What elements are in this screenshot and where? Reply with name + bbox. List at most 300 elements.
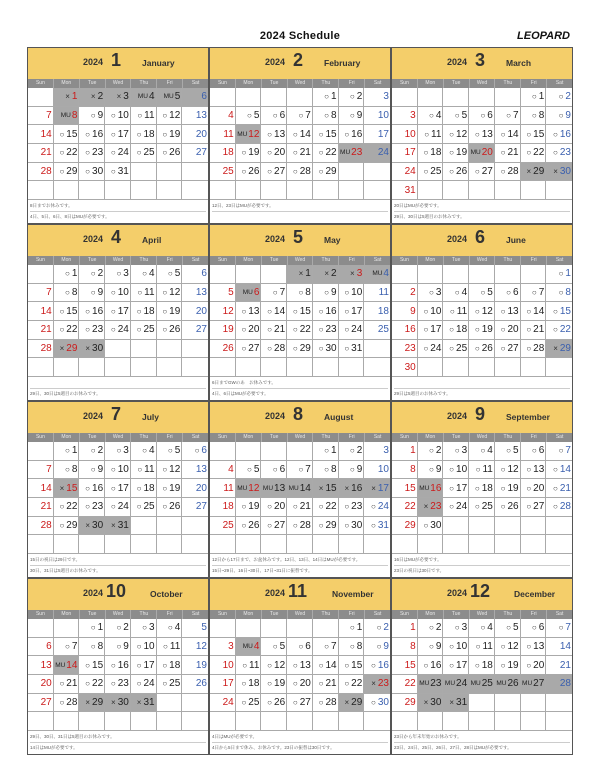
day-cell[interactable] <box>236 321 262 339</box>
day-cell[interactable] <box>236 638 262 656</box>
day-cell[interactable] <box>469 619 495 637</box>
day-cell[interactable] <box>54 461 80 479</box>
day-cell[interactable] <box>79 694 105 712</box>
day-cell[interactable] <box>131 302 157 320</box>
day-cell[interactable] <box>261 321 287 339</box>
day-cell[interactable] <box>313 694 339 712</box>
day-cell[interactable] <box>313 461 339 479</box>
day-cell[interactable] <box>418 479 444 497</box>
day-cell[interactable] <box>261 694 287 712</box>
day-cell[interactable] <box>236 107 262 125</box>
day-cell[interactable] <box>392 498 418 516</box>
day-cell[interactable] <box>79 517 105 535</box>
day-cell[interactable] <box>546 442 572 460</box>
day-cell[interactable] <box>210 675 236 693</box>
day-cell[interactable] <box>392 107 418 125</box>
day-cell[interactable] <box>236 675 262 693</box>
day-cell[interactable] <box>469 321 495 339</box>
day-cell[interactable] <box>546 638 572 656</box>
day-cell[interactable] <box>313 321 339 339</box>
day-cell[interactable] <box>236 656 262 674</box>
day-cell[interactable] <box>546 284 572 302</box>
day-cell[interactable] <box>418 694 444 712</box>
day-cell[interactable] <box>261 675 287 693</box>
day-cell[interactable] <box>546 144 572 162</box>
day-cell[interactable] <box>105 321 131 339</box>
day-cell[interactable] <box>54 88 80 106</box>
day-cell[interactable] <box>54 125 80 143</box>
day-cell[interactable] <box>261 517 287 535</box>
day-cell[interactable] <box>495 498 521 516</box>
day-cell[interactable] <box>495 302 521 320</box>
day-cell[interactable] <box>261 107 287 125</box>
day-cell[interactable] <box>287 517 313 535</box>
day-cell[interactable] <box>236 517 262 535</box>
day-cell[interactable] <box>339 638 365 656</box>
day-cell[interactable] <box>236 479 262 497</box>
day-cell[interactable] <box>418 656 444 674</box>
day-cell[interactable] <box>182 302 208 320</box>
day-cell[interactable] <box>28 517 54 535</box>
day-cell[interactable] <box>105 125 131 143</box>
day-cell[interactable] <box>28 125 54 143</box>
day-cell[interactable] <box>210 638 236 656</box>
day-cell[interactable] <box>157 442 183 460</box>
day-cell[interactable] <box>392 619 418 637</box>
day-cell[interactable] <box>443 321 469 339</box>
day-cell[interactable] <box>105 638 131 656</box>
day-cell[interactable] <box>339 675 365 693</box>
day-cell[interactable] <box>469 107 495 125</box>
day-cell[interactable] <box>364 675 390 693</box>
day-cell[interactable] <box>54 442 80 460</box>
day-cell[interactable] <box>131 479 157 497</box>
day-cell[interactable] <box>443 675 469 693</box>
day-cell[interactable] <box>546 479 572 497</box>
day-cell[interactable] <box>546 498 572 516</box>
day-cell[interactable] <box>495 675 521 693</box>
day-cell[interactable] <box>131 125 157 143</box>
day-cell[interactable] <box>157 144 183 162</box>
day-cell[interactable] <box>131 675 157 693</box>
day-cell[interactable] <box>79 461 105 479</box>
day-cell[interactable] <box>469 498 495 516</box>
day-cell[interactable] <box>418 321 444 339</box>
day-cell[interactable] <box>546 321 572 339</box>
day-cell[interactable] <box>339 461 365 479</box>
day-cell[interactable] <box>287 498 313 516</box>
day-cell[interactable] <box>546 656 572 674</box>
day-cell[interactable] <box>443 656 469 674</box>
day-cell[interactable] <box>443 442 469 460</box>
day-cell[interactable] <box>521 461 547 479</box>
day-cell[interactable] <box>443 144 469 162</box>
day-cell[interactable] <box>287 340 313 358</box>
day-cell[interactable] <box>182 638 208 656</box>
day-cell[interactable] <box>105 619 131 637</box>
day-cell[interactable] <box>313 498 339 516</box>
day-cell[interactable] <box>313 125 339 143</box>
day-cell[interactable] <box>364 517 390 535</box>
day-cell[interactable] <box>546 302 572 320</box>
day-cell[interactable] <box>443 479 469 497</box>
day-cell[interactable] <box>105 675 131 693</box>
day-cell[interactable] <box>54 517 80 535</box>
day-cell[interactable] <box>418 517 444 535</box>
day-cell[interactable] <box>364 107 390 125</box>
day-cell[interactable] <box>339 656 365 674</box>
day-cell[interactable] <box>79 163 105 181</box>
day-cell[interactable] <box>392 517 418 535</box>
day-cell[interactable] <box>392 163 418 181</box>
day-cell[interactable] <box>392 181 418 199</box>
day-cell[interactable] <box>287 265 313 283</box>
day-cell[interactable] <box>443 284 469 302</box>
day-cell[interactable] <box>287 302 313 320</box>
day-cell[interactable] <box>236 125 262 143</box>
day-cell[interactable] <box>469 125 495 143</box>
day-cell[interactable] <box>210 461 236 479</box>
day-cell[interactable] <box>313 265 339 283</box>
day-cell[interactable] <box>79 265 105 283</box>
day-cell[interactable] <box>210 694 236 712</box>
day-cell[interactable] <box>287 461 313 479</box>
day-cell[interactable] <box>495 442 521 460</box>
day-cell[interactable] <box>54 675 80 693</box>
day-cell[interactable] <box>469 656 495 674</box>
day-cell[interactable] <box>469 302 495 320</box>
day-cell[interactable] <box>79 107 105 125</box>
day-cell[interactable] <box>54 284 80 302</box>
day-cell[interactable] <box>339 340 365 358</box>
day-cell[interactable] <box>79 479 105 497</box>
day-cell[interactable] <box>392 321 418 339</box>
day-cell[interactable] <box>131 265 157 283</box>
day-cell[interactable] <box>521 479 547 497</box>
day-cell[interactable] <box>182 284 208 302</box>
day-cell[interactable] <box>236 694 262 712</box>
day-cell[interactable] <box>79 340 105 358</box>
day-cell[interactable] <box>418 638 444 656</box>
day-cell[interactable] <box>261 163 287 181</box>
day-cell[interactable] <box>105 479 131 497</box>
day-cell[interactable] <box>210 498 236 516</box>
day-cell[interactable] <box>28 321 54 339</box>
day-cell[interactable] <box>495 107 521 125</box>
day-cell[interactable] <box>443 461 469 479</box>
day-cell[interactable] <box>521 619 547 637</box>
day-cell[interactable] <box>418 675 444 693</box>
day-cell[interactable] <box>287 284 313 302</box>
day-cell[interactable] <box>418 340 444 358</box>
day-cell[interactable] <box>546 88 572 106</box>
day-cell[interactable] <box>131 694 157 712</box>
day-cell[interactable] <box>236 144 262 162</box>
day-cell[interactable] <box>339 442 365 460</box>
day-cell[interactable] <box>495 321 521 339</box>
day-cell[interactable] <box>287 638 313 656</box>
day-cell[interactable] <box>392 442 418 460</box>
day-cell[interactable] <box>210 656 236 674</box>
day-cell[interactable] <box>182 656 208 674</box>
day-cell[interactable] <box>546 125 572 143</box>
day-cell[interactable] <box>54 340 80 358</box>
day-cell[interactable] <box>339 619 365 637</box>
day-cell[interactable] <box>157 265 183 283</box>
day-cell[interactable] <box>546 107 572 125</box>
day-cell[interactable] <box>261 638 287 656</box>
day-cell[interactable] <box>313 656 339 674</box>
day-cell[interactable] <box>313 302 339 320</box>
day-cell[interactable] <box>392 144 418 162</box>
day-cell[interactable] <box>157 88 183 106</box>
day-cell[interactable] <box>182 442 208 460</box>
day-cell[interactable] <box>261 340 287 358</box>
day-cell[interactable] <box>210 340 236 358</box>
day-cell[interactable] <box>313 479 339 497</box>
day-cell[interactable] <box>521 125 547 143</box>
day-cell[interactable] <box>495 656 521 674</box>
day-cell[interactable] <box>210 125 236 143</box>
day-cell[interactable] <box>79 284 105 302</box>
day-cell[interactable] <box>443 619 469 637</box>
day-cell[interactable] <box>131 638 157 656</box>
day-cell[interactable] <box>79 619 105 637</box>
day-cell[interactable] <box>105 694 131 712</box>
day-cell[interactable] <box>392 284 418 302</box>
day-cell[interactable] <box>210 321 236 339</box>
day-cell[interactable] <box>182 461 208 479</box>
day-cell[interactable] <box>131 321 157 339</box>
day-cell[interactable] <box>287 321 313 339</box>
day-cell[interactable] <box>28 163 54 181</box>
day-cell[interactable] <box>54 656 80 674</box>
day-cell[interactable] <box>157 461 183 479</box>
day-cell[interactable] <box>105 461 131 479</box>
day-cell[interactable] <box>313 517 339 535</box>
day-cell[interactable] <box>364 302 390 320</box>
day-cell[interactable] <box>182 675 208 693</box>
day-cell[interactable] <box>495 461 521 479</box>
day-cell[interactable] <box>418 163 444 181</box>
day-cell[interactable] <box>313 442 339 460</box>
day-cell[interactable] <box>236 461 262 479</box>
day-cell[interactable] <box>443 125 469 143</box>
day-cell[interactable] <box>54 144 80 162</box>
day-cell[interactable] <box>392 694 418 712</box>
day-cell[interactable] <box>54 479 80 497</box>
day-cell[interactable] <box>521 675 547 693</box>
day-cell[interactable] <box>339 107 365 125</box>
day-cell[interactable] <box>392 656 418 674</box>
day-cell[interactable] <box>54 694 80 712</box>
day-cell[interactable] <box>418 284 444 302</box>
day-cell[interactable] <box>313 638 339 656</box>
day-cell[interactable] <box>495 144 521 162</box>
day-cell[interactable] <box>469 442 495 460</box>
day-cell[interactable] <box>521 442 547 460</box>
day-cell[interactable] <box>236 163 262 181</box>
day-cell[interactable] <box>105 284 131 302</box>
day-cell[interactable] <box>364 442 390 460</box>
day-cell[interactable] <box>28 340 54 358</box>
day-cell[interactable] <box>364 88 390 106</box>
day-cell[interactable] <box>339 694 365 712</box>
day-cell[interactable] <box>364 125 390 143</box>
day-cell[interactable] <box>521 638 547 656</box>
day-cell[interactable] <box>182 321 208 339</box>
day-cell[interactable] <box>210 107 236 125</box>
day-cell[interactable] <box>131 107 157 125</box>
day-cell[interactable] <box>54 163 80 181</box>
day-cell[interactable] <box>521 88 547 106</box>
day-cell[interactable] <box>364 656 390 674</box>
day-cell[interactable] <box>443 340 469 358</box>
day-cell[interactable] <box>261 284 287 302</box>
day-cell[interactable] <box>287 144 313 162</box>
day-cell[interactable] <box>105 107 131 125</box>
day-cell[interactable] <box>364 284 390 302</box>
day-cell[interactable] <box>210 302 236 320</box>
day-cell[interactable] <box>364 694 390 712</box>
day-cell[interactable] <box>79 88 105 106</box>
day-cell[interactable] <box>364 638 390 656</box>
day-cell[interactable] <box>443 302 469 320</box>
day-cell[interactable] <box>210 163 236 181</box>
day-cell[interactable] <box>546 619 572 637</box>
day-cell[interactable] <box>469 340 495 358</box>
day-cell[interactable] <box>418 302 444 320</box>
day-cell[interactable] <box>105 498 131 516</box>
day-cell[interactable] <box>54 638 80 656</box>
day-cell[interactable] <box>131 442 157 460</box>
day-cell[interactable] <box>521 340 547 358</box>
day-cell[interactable] <box>28 107 54 125</box>
day-cell[interactable] <box>364 619 390 637</box>
day-cell[interactable] <box>339 88 365 106</box>
day-cell[interactable] <box>157 498 183 516</box>
day-cell[interactable] <box>182 88 208 106</box>
day-cell[interactable] <box>131 461 157 479</box>
day-cell[interactable] <box>54 498 80 516</box>
day-cell[interactable] <box>443 694 469 712</box>
day-cell[interactable] <box>210 479 236 497</box>
day-cell[interactable] <box>236 340 262 358</box>
day-cell[interactable] <box>131 619 157 637</box>
day-cell[interactable] <box>105 163 131 181</box>
day-cell[interactable] <box>443 638 469 656</box>
day-cell[interactable] <box>54 265 80 283</box>
day-cell[interactable] <box>392 340 418 358</box>
day-cell[interactable] <box>79 638 105 656</box>
day-cell[interactable] <box>313 107 339 125</box>
day-cell[interactable] <box>261 302 287 320</box>
day-cell[interactable] <box>392 461 418 479</box>
day-cell[interactable] <box>287 125 313 143</box>
day-cell[interactable] <box>261 144 287 162</box>
day-cell[interactable] <box>131 498 157 516</box>
day-cell[interactable] <box>495 340 521 358</box>
day-cell[interactable] <box>339 284 365 302</box>
day-cell[interactable] <box>157 321 183 339</box>
day-cell[interactable] <box>28 284 54 302</box>
day-cell[interactable] <box>210 517 236 535</box>
day-cell[interactable] <box>261 461 287 479</box>
day-cell[interactable] <box>105 144 131 162</box>
day-cell[interactable] <box>28 638 54 656</box>
day-cell[interactable] <box>28 479 54 497</box>
day-cell[interactable] <box>105 656 131 674</box>
day-cell[interactable] <box>495 638 521 656</box>
day-cell[interactable] <box>105 517 131 535</box>
day-cell[interactable] <box>546 675 572 693</box>
day-cell[interactable] <box>521 144 547 162</box>
day-cell[interactable] <box>418 498 444 516</box>
day-cell[interactable] <box>339 479 365 497</box>
day-cell[interactable] <box>418 461 444 479</box>
day-cell[interactable] <box>313 340 339 358</box>
day-cell[interactable] <box>495 479 521 497</box>
day-cell[interactable] <box>521 302 547 320</box>
day-cell[interactable] <box>79 144 105 162</box>
day-cell[interactable] <box>28 656 54 674</box>
day-cell[interactable] <box>236 302 262 320</box>
day-cell[interactable] <box>79 302 105 320</box>
day-cell[interactable] <box>79 321 105 339</box>
day-cell[interactable] <box>418 619 444 637</box>
day-cell[interactable] <box>287 107 313 125</box>
day-cell[interactable] <box>105 442 131 460</box>
day-cell[interactable] <box>546 163 572 181</box>
day-cell[interactable] <box>131 144 157 162</box>
day-cell[interactable] <box>521 163 547 181</box>
day-cell[interactable] <box>469 675 495 693</box>
day-cell[interactable] <box>28 498 54 516</box>
day-cell[interactable] <box>364 144 390 162</box>
day-cell[interactable] <box>157 675 183 693</box>
day-cell[interactable] <box>182 479 208 497</box>
day-cell[interactable] <box>131 284 157 302</box>
day-cell[interactable] <box>28 694 54 712</box>
day-cell[interactable] <box>418 107 444 125</box>
day-cell[interactable] <box>157 638 183 656</box>
day-cell[interactable] <box>392 479 418 497</box>
day-cell[interactable] <box>236 284 262 302</box>
day-cell[interactable] <box>495 125 521 143</box>
day-cell[interactable] <box>182 619 208 637</box>
day-cell[interactable] <box>392 638 418 656</box>
day-cell[interactable] <box>157 656 183 674</box>
day-cell[interactable] <box>313 284 339 302</box>
day-cell[interactable] <box>521 284 547 302</box>
day-cell[interactable] <box>210 284 236 302</box>
day-cell[interactable] <box>54 321 80 339</box>
day-cell[interactable] <box>364 498 390 516</box>
day-cell[interactable] <box>261 498 287 516</box>
day-cell[interactable] <box>105 88 131 106</box>
day-cell[interactable] <box>364 321 390 339</box>
day-cell[interactable] <box>157 284 183 302</box>
day-cell[interactable] <box>364 461 390 479</box>
day-cell[interactable] <box>157 125 183 143</box>
day-cell[interactable] <box>339 321 365 339</box>
day-cell[interactable] <box>418 442 444 460</box>
day-cell[interactable] <box>469 144 495 162</box>
day-cell[interactable] <box>157 302 183 320</box>
day-cell[interactable] <box>287 656 313 674</box>
day-cell[interactable] <box>287 694 313 712</box>
day-cell[interactable] <box>546 461 572 479</box>
